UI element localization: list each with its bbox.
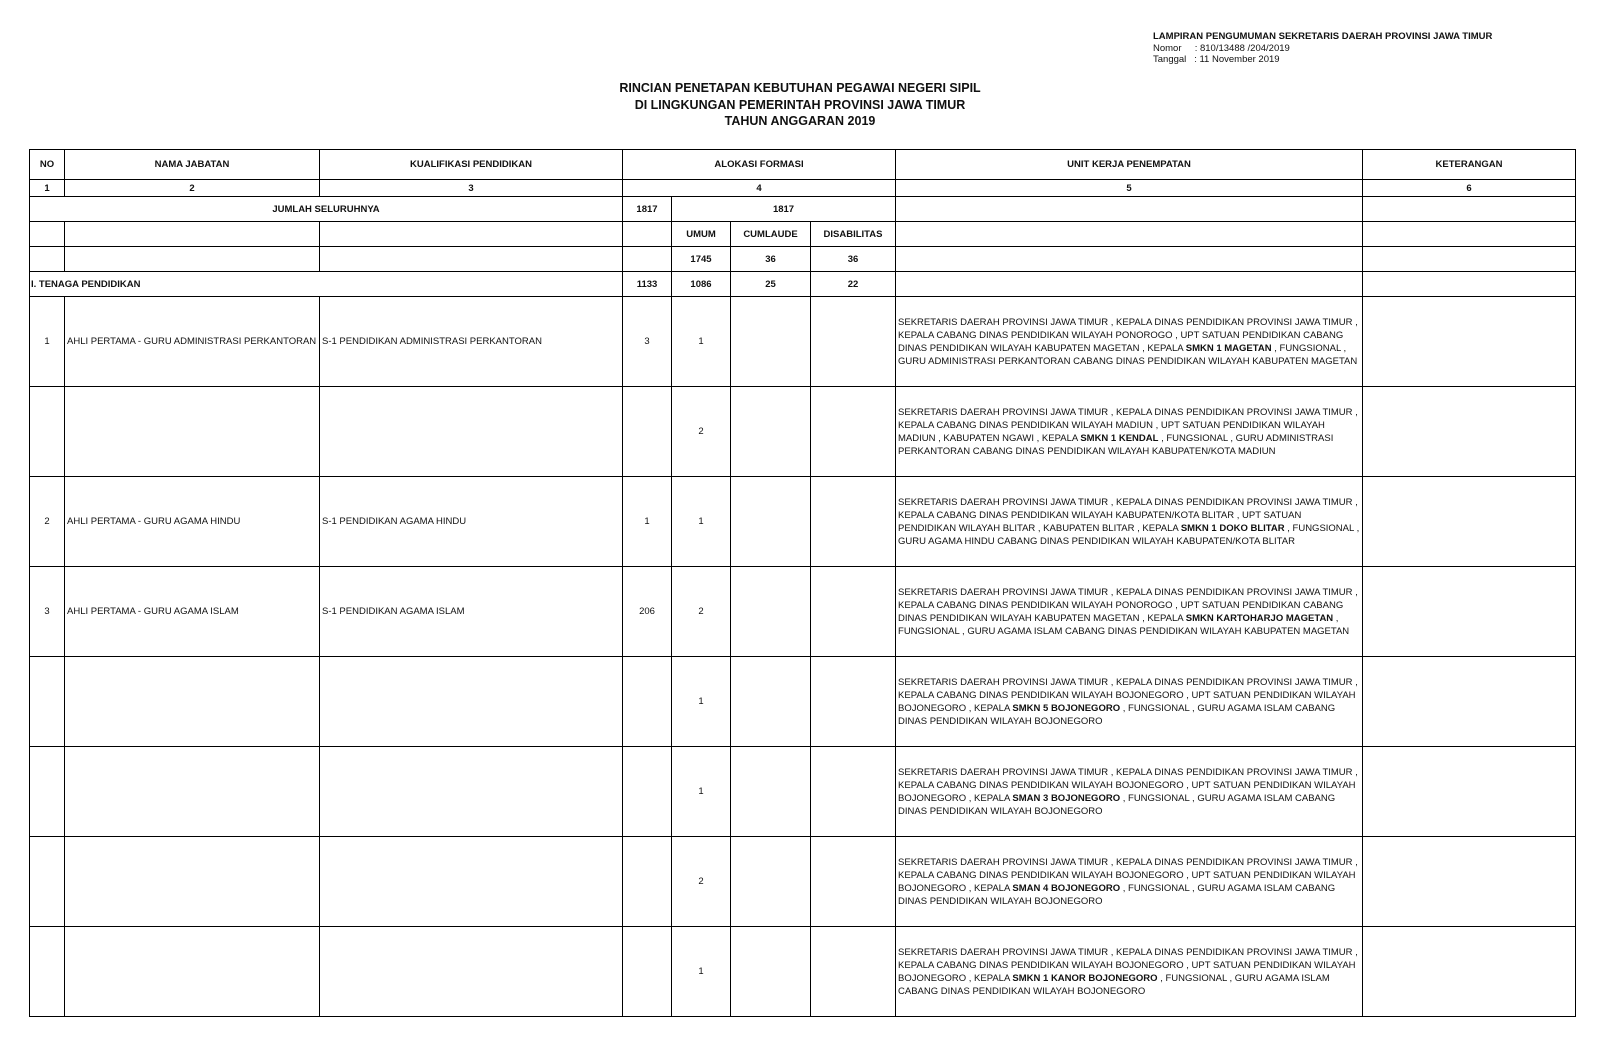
row-disabilitas: [811, 927, 896, 1017]
unit-text-tail: , FUNGSIONAL , GURU AGAMA HINDU CABANG DINAS PENDIDIKAN WILAYAH KABUPATEN/KOTA BLITAR: [898, 522, 1360, 547]
row-total: [623, 657, 672, 747]
row-kualifikasi: [320, 837, 623, 927]
unit-text-tail: , FUNGSIONAL , GURU AGAMA ISLAM CABANG DINAS PENDIDIKAN WILAYAH BOJONEGORO: [898, 882, 1336, 907]
lampiran-tanggal: Tanggal : 11 November 2019: [1153, 54, 1280, 65]
unit-school-name: SMKN 1 DOKO BLITAR: [1180, 522, 1285, 534]
row-cumlaude: [731, 477, 811, 567]
row-nama-jabatan: [65, 747, 320, 837]
row-umum: 1: [672, 747, 731, 837]
row-nama-jabatan: [65, 657, 320, 747]
table-row: [30, 477, 1576, 567]
jumlah-label: JUMLAH SELURUHNYA: [30, 197, 623, 222]
row-cumlaude: [731, 837, 811, 927]
unit-text-tail: , FUNGSIONAL , GURU AGAMA ISLAM CABANG DINAS PENDIDIKAN WILAYAH BOJONEGORO: [898, 702, 1336, 727]
unit-school-name: SMAN 3 BOJONEGORO: [1012, 792, 1121, 804]
section-disabilitas: 22: [811, 272, 896, 297]
title-line-2: DI LINGKUNGAN PEMERINTAH PROVINSI JAWA TIMUR: [634, 98, 966, 112]
header-no: NO: [30, 150, 65, 180]
section-row: [30, 272, 1576, 297]
row-disabilitas: [811, 657, 896, 747]
table-row: [30, 747, 1576, 837]
row-kualifikasi: [320, 387, 623, 477]
row-cumlaude: [731, 297, 811, 387]
jumlah-row: [30, 197, 1576, 222]
row-umum: 2: [672, 567, 731, 657]
unit-school-name: SMAN 4 BOJONEGORO: [1012, 882, 1121, 894]
section-cumlaude: 25: [731, 272, 811, 297]
row-umum: 1: [672, 657, 731, 747]
row-nama-jabatan: AHLI PERTAMA - GURU AGAMA HINDU: [65, 477, 320, 567]
row-unit-kerja: [896, 837, 1363, 927]
col-number-2: 2: [65, 180, 320, 197]
unit-school-name: SMKN KARTOHARJO MAGETAN: [1185, 612, 1334, 624]
row-total: [623, 747, 672, 837]
row-nama-jabatan: AHLI PERTAMA - GURU AGAMA ISLAM: [65, 567, 320, 657]
row-no: 2: [30, 477, 65, 567]
unit-text: SEKRETARIS DAERAH PROVINSI JAWA TIMUR , KEPALA DINAS PENDIDIKAN PROVINSI JAWA TIMUR , KEPALA CABANG DINAS PENDIDIKAN WILAYAH PONOROGO , UPT SATUAN PENDIDIKAN CABANG DINAS PENDIDIKAN WILAYAH KABUPATEN MAGETAN , KEPALA: [898, 316, 1358, 354]
title-line-1: RINCIAN PENETAPAN KEBUTUHAN PEGAWAI NEGERI SIPIL: [619, 81, 981, 95]
row-no: 3: [30, 567, 65, 657]
row-disabilitas: [811, 297, 896, 387]
table-row: [30, 297, 1576, 387]
unit-text: SEKRETARIS DAERAH PROVINSI JAWA TIMUR , KEPALA DINAS PENDIDIKAN PROVINSI JAWA TIMUR , KEPALA CABANG DINAS PENDIDIKAN WILAYAH BOJONEGORO , UPT SATUAN PENDIDIKAN WILAYAH BOJONEGORO , KEPALA: [898, 766, 1358, 804]
row-unit-kerja: [896, 567, 1363, 657]
row-keterangan: [1363, 567, 1576, 657]
row-disabilitas: [811, 567, 896, 657]
header-kualifikasi: KUALIFIKASI PENDIDIKAN: [320, 150, 623, 180]
row-total: 206: [623, 567, 672, 657]
sub-value-disabilitas: 36: [811, 247, 896, 272]
table-row: [30, 387, 1576, 477]
unit-text-tail: , FUNGSIONAL , GURU ADMINISTRASI PERKANTORAN CABANG DINAS PENDIDIKAN WILAYAH KABUPATEN/KOTA MADIUN: [898, 432, 1334, 457]
col-number-6: 6: [1363, 180, 1576, 197]
unit-school-name: SMKN 1 KENDAL: [1080, 432, 1159, 444]
row-cumlaude: [731, 657, 811, 747]
row-keterangan: [1363, 477, 1576, 567]
row-disabilitas: [811, 747, 896, 837]
lampiran-block: [1153, 31, 1492, 66]
unit-text: SEKRETARIS DAERAH PROVINSI JAWA TIMUR , KEPALA DINAS PENDIDIKAN PROVINSI JAWA TIMUR , KEPALA CABANG DINAS PENDIDIKAN WILAYAH BOJONEGORO , UPT SATUAN PENDIDIKAN WILAYAH BOJONEGORO , KEPALA: [898, 676, 1358, 714]
header-alokasi: ALOKASI FORMASI: [623, 150, 896, 180]
row-keterangan: [1363, 837, 1576, 927]
row-disabilitas: [811, 387, 896, 477]
lampiran-heading: LAMPIRAN PENGUMUMAN SEKRETARIS DAERAH PROVINSI JAWA TIMUR: [1153, 31, 1493, 42]
unit-text-tail: , FUNGSIONAL , GURU ADMINISTRASI PERKANTORAN CABANG DINAS PENDIDIKAN WILAYAH KABUPATEN MAGETAN: [898, 342, 1358, 367]
sub-header-disabilitas: DISABILITAS: [811, 222, 896, 247]
section-total: 1133: [623, 272, 672, 297]
row-kualifikasi: S-1 PENDIDIKAN AGAMA HINDU: [320, 477, 623, 567]
row-kualifikasi: [320, 747, 623, 837]
unit-school-name: SMKN 1 KANOR BOJONEGORO: [1012, 972, 1158, 984]
column-number-row: [30, 180, 1576, 197]
row-kualifikasi: S-1 PENDIDIKAN ADMINISTRASI PERKANTORAN: [320, 297, 623, 387]
col-number-5: 5: [896, 180, 1363, 197]
row-total: 1: [623, 477, 672, 567]
row-keterangan: [1363, 387, 1576, 477]
unit-text-tail: , FUNGSIONAL , GURU AGAMA ISLAM CABANG DINAS PENDIDIKAN WILAYAH BOJONEGORO: [898, 972, 1330, 997]
row-umum: 1: [672, 297, 731, 387]
sub-header-umum: UMUM: [672, 222, 731, 247]
row-umum: 1: [672, 927, 731, 1017]
unit-text: SEKRETARIS DAERAH PROVINSI JAWA TIMUR , KEPALA DINAS PENDIDIKAN PROVINSI JAWA TIMUR , KEPALA CABANG DINAS PENDIDIKAN WILAYAH MADIUN , UPT SATUAN PENDIDIKAN WILAYAH MADIUN , KABUPATEN NGAWI , KEPALA: [898, 406, 1358, 444]
row-no: [30, 927, 65, 1017]
row-total: [623, 387, 672, 477]
sub-value-umum: 1745: [672, 247, 731, 272]
lampiran-nomor: Nomor : 810/13488 /204/2019: [1153, 42, 1290, 54]
table-row: [30, 837, 1576, 927]
col-number-3: 3: [320, 180, 623, 197]
row-no: [30, 657, 65, 747]
sub-values-row: [30, 247, 1576, 272]
row-disabilitas: [811, 477, 896, 567]
table-row: [30, 567, 1576, 657]
unit-school-name: SMKN 5 BOJONEGORO: [1012, 702, 1121, 714]
row-unit-kerja: [896, 297, 1363, 387]
row-total: [623, 927, 672, 1017]
row-unit-kerja: [896, 387, 1363, 477]
section-label: I. TENAGA PENDIDIKAN: [30, 272, 623, 297]
row-cumlaude: [731, 747, 811, 837]
row-unit-kerja: [896, 747, 1363, 837]
row-keterangan: [1363, 747, 1576, 837]
unit-text-tail: , FUNGSIONAL , GURU AGAMA ISLAM CABANG DINAS PENDIDIKAN WILAYAH BOJONEGORO: [898, 792, 1336, 817]
row-umum: 1: [672, 477, 731, 567]
row-total: 3: [623, 297, 672, 387]
table-row: [30, 657, 1576, 747]
row-nama-jabatan: [65, 387, 320, 477]
document-title: [0, 79, 1600, 129]
row-disabilitas: [811, 837, 896, 927]
row-no: [30, 747, 65, 837]
row-nama-jabatan: [65, 837, 320, 927]
row-kualifikasi: S-1 PENDIDIKAN AGAMA ISLAM: [320, 567, 623, 657]
row-cumlaude: [731, 927, 811, 1017]
col-number-4: 4: [623, 180, 896, 197]
row-nama-jabatan: AHLI PERTAMA - GURU ADMINISTRASI PERKANTORAN: [65, 297, 320, 387]
row-no: [30, 837, 65, 927]
formasi-table: [29, 149, 1576, 1017]
row-nama-jabatan: [65, 927, 320, 1017]
row-cumlaude: [731, 387, 811, 477]
unit-text: SEKRETARIS DAERAH PROVINSI JAWA TIMUR , KEPALA DINAS PENDIDIKAN PROVINSI JAWA TIMUR , KEPALA CABANG DINAS PENDIDIKAN WILAYAH KABUPATEN/KOTA BLITAR , UPT SATUAN PENDIDIKAN WILAYAH BLITAR , KABUPATEN BLITAR , KEPALA: [898, 496, 1358, 534]
table-row: [30, 927, 1576, 1017]
jumlah-total: 1817: [623, 197, 672, 222]
unit-text: SEKRETARIS DAERAH PROVINSI JAWA TIMUR , KEPALA DINAS PENDIDIKAN PROVINSI JAWA TIMUR , KEPALA CABANG DINAS PENDIDIKAN WILAYAH BOJONEGORO , UPT SATUAN PENDIDIKAN WILAYAH BOJONEGORO , KEPALA: [898, 946, 1358, 984]
row-unit-kerja: [896, 927, 1363, 1017]
sub-header-cumlaude: CUMLAUDE: [731, 222, 811, 247]
row-kualifikasi: [320, 657, 623, 747]
header-keterangan: KETERANGAN: [1363, 150, 1576, 180]
row-keterangan: [1363, 927, 1576, 1017]
row-keterangan: [1363, 297, 1576, 387]
row-umum: 2: [672, 837, 731, 927]
sub-header-row: [30, 222, 1576, 247]
row-umum: 2: [672, 387, 731, 477]
row-unit-kerja: [896, 657, 1363, 747]
unit-school-name: SMKN 1 MAGETAN: [1185, 342, 1272, 354]
row-unit-kerja: [896, 477, 1363, 567]
row-kualifikasi: [320, 927, 623, 1017]
jumlah-alokasi: 1817: [672, 197, 896, 222]
header-nama-jabatan: NAMA JABATAN: [65, 150, 320, 180]
title-line-3: TAHUN ANGGARAN 2019: [724, 114, 876, 128]
header-unit-kerja: UNIT KERJA PENEMPATAN: [896, 150, 1363, 180]
unit-text-tail: , FUNGSIONAL , GURU AGAMA ISLAM CABANG DINAS PENDIDIKAN WILAYAH KABUPATEN MAGETAN: [898, 612, 1350, 637]
header-row: [30, 150, 1576, 180]
row-keterangan: [1363, 657, 1576, 747]
row-total: [623, 837, 672, 927]
col-number-1: 1: [30, 180, 65, 197]
sub-value-cumlaude: 36: [731, 247, 811, 272]
unit-text: SEKRETARIS DAERAH PROVINSI JAWA TIMUR , KEPALA DINAS PENDIDIKAN PROVINSI JAWA TIMUR , KEPALA CABANG DINAS PENDIDIKAN WILAYAH BOJONEGORO , UPT SATUAN PENDIDIKAN WILAYAH BOJONEGORO , KEPALA: [898, 856, 1358, 894]
row-no: 1: [30, 297, 65, 387]
unit-text: SEKRETARIS DAERAH PROVINSI JAWA TIMUR , KEPALA DINAS PENDIDIKAN PROVINSI JAWA TIMUR , KEPALA CABANG DINAS PENDIDIKAN WILAYAH PONOROGO , UPT SATUAN PENDIDIKAN CABANG DINAS PENDIDIKAN WILAYAH KABUPATEN MAGETAN , KEPALA: [898, 586, 1358, 624]
section-umum: 1086: [672, 272, 731, 297]
row-cumlaude: [731, 567, 811, 657]
row-no: [30, 387, 65, 477]
